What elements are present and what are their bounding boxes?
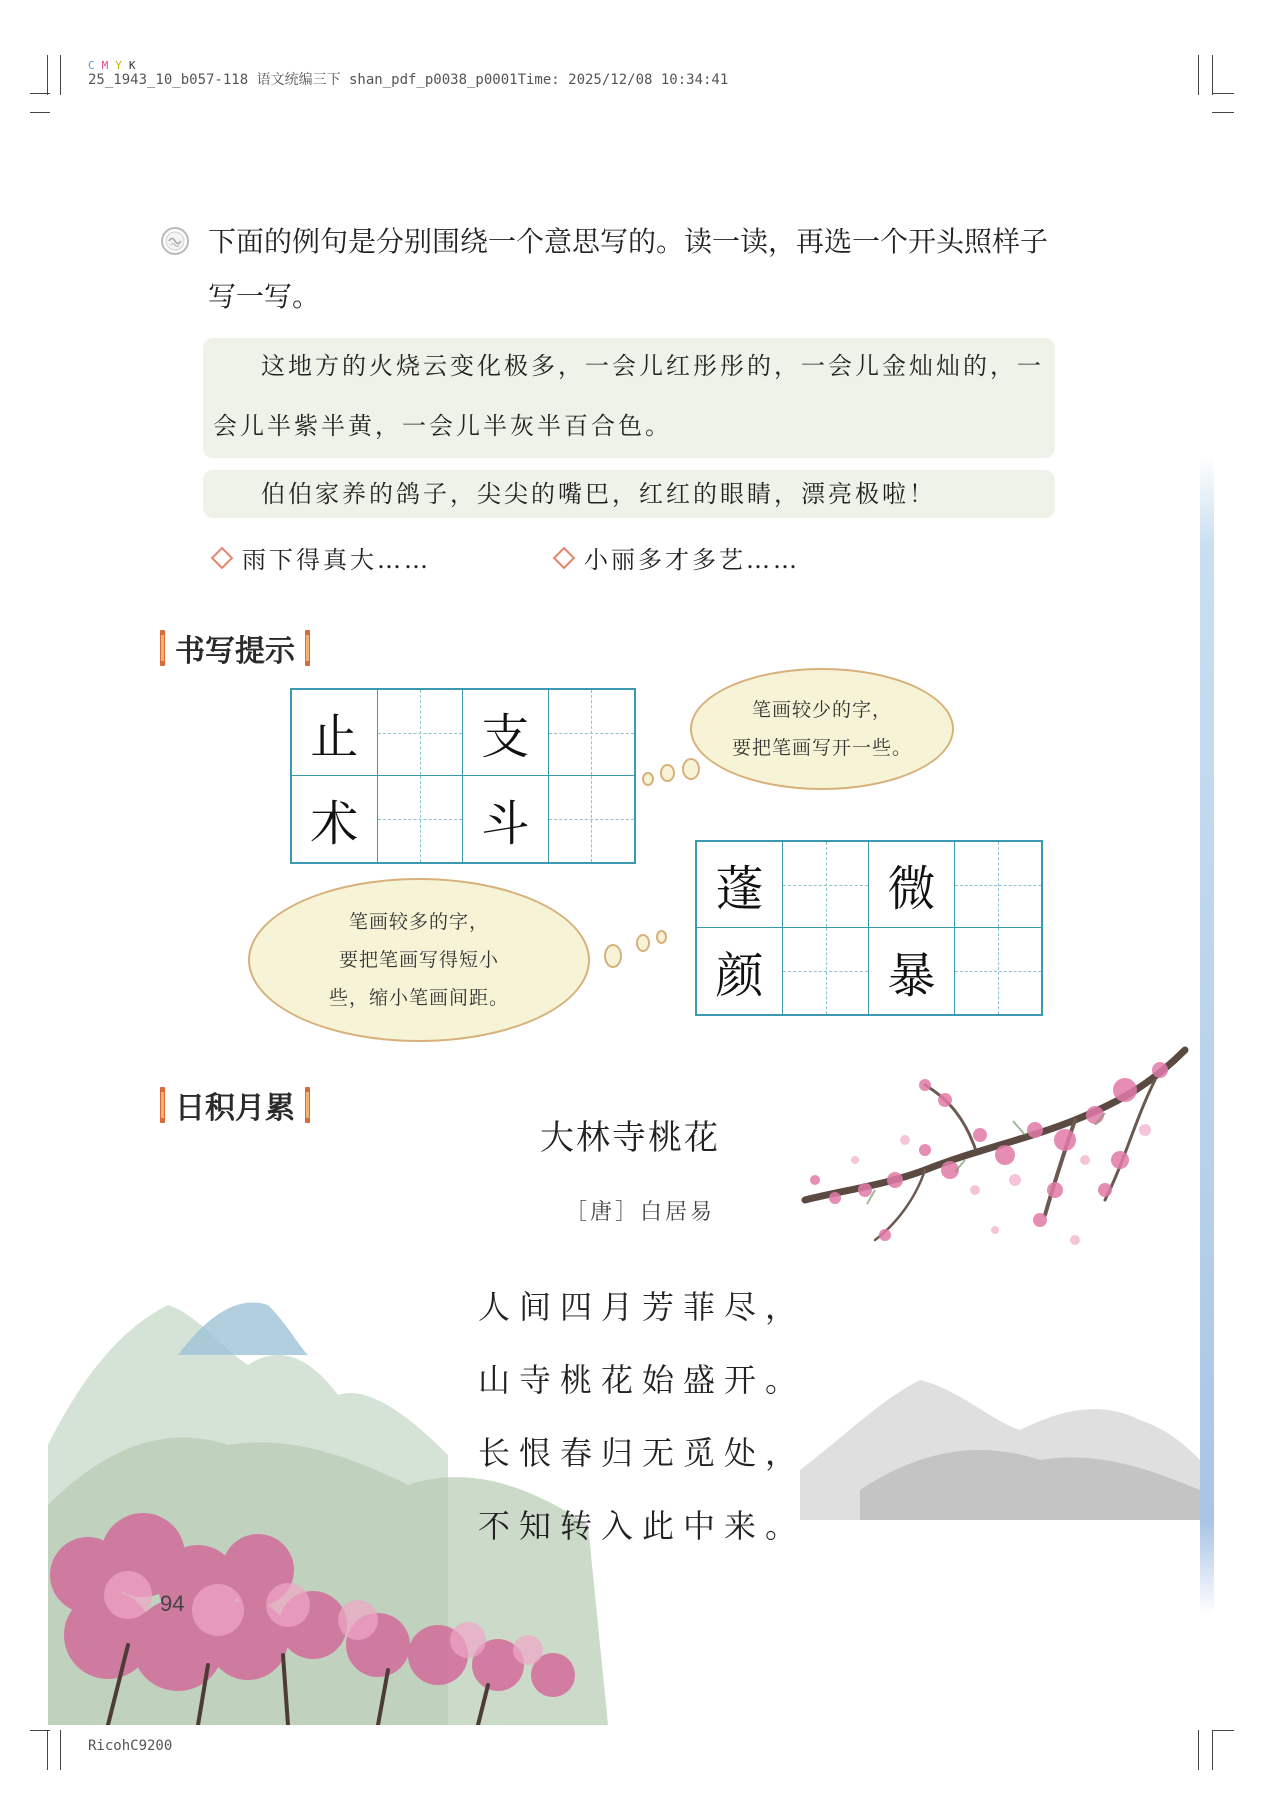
diamond-icon [211,546,234,569]
print-header-line: 25_1943_10_b057-118 语文统编三下 shan_pdf_p0038_p0001Time: 2025/12/08 10:34:41 [88,72,729,88]
example-box-2 [203,470,1055,518]
crop-mark [60,55,61,95]
crop-mark [30,93,50,94]
bubble-line: 要把笔画写得短小 [338,949,499,971]
cmyk-k: K [128,59,137,72]
cmyk-c: C [88,59,96,72]
crop-mark [1198,55,1199,95]
side-color-band [1200,455,1214,1615]
page-number: 94 [160,1591,185,1616]
crop-mark [1212,93,1234,94]
crop-mark [47,55,48,95]
prompt-text-1: 雨下得真大…… [242,546,431,574]
crop-mark [1212,112,1234,113]
poem-line-3: 长恨春归无觅处， [478,1434,807,1472]
bubble-line: 些，缩小笔画间距。 [328,987,509,1009]
grid-cell-practice [955,928,1041,1014]
grid-cell-practice [783,928,869,1014]
grid-cell-char: 斗 [463,776,549,862]
crop-mark [30,1730,50,1731]
prompt-option-1 [214,540,431,575]
bubble-dot [656,930,667,944]
example-sentence-2: 伯伯家养的鸽子，尖尖的嘴巴，红红的眼睛，漂亮极啦！ [261,480,936,508]
section-heading-accumulation [160,1083,310,1127]
grid-cell-practice [549,690,635,776]
grid-cell-char: 微 [869,842,955,928]
grid-cell-practice [783,842,869,928]
crop-mark [1212,55,1213,95]
bubble-dot [636,934,650,952]
ink-mountains-illustration [800,1320,1200,1520]
poem-line-4: 不知转入此中来。 [478,1507,807,1545]
bubble-dot [642,772,654,786]
example-box-1 [203,338,1055,458]
example-sentence-1: 这地方的火烧云变化极多，一会儿红彤彤的，一会儿金灿灿的，一会儿半紫半黄，一会儿半灰半百合色。 [213,352,1044,440]
bubble-dot [604,944,622,968]
swirl-circle-icon [160,226,190,256]
grid-cell-char: 暴 [869,928,955,1014]
heading-bar-left [160,1087,165,1123]
prompt-option-2 [556,540,800,575]
thought-bubble-complex [248,878,590,1042]
bubble-dot [660,764,675,782]
grid-cell-char: 支 [463,690,549,776]
diamond-icon [553,546,576,569]
grid-cell-char: 术 [292,776,378,862]
poem-author: ［唐］白居易 [565,1200,716,1225]
cmyk-registration [88,60,728,72]
crop-mark [1198,1730,1199,1770]
thought-bubble-simple [690,668,954,790]
crop-mark [30,112,50,113]
grid-cell-practice [378,690,464,776]
section-title-writing-tips: 书写提示 [175,634,295,669]
bubble-line: 笔画较少的字， [751,699,892,721]
grid-cell-char: 蓬 [697,842,783,928]
crop-mark [1212,1730,1234,1731]
grid-cell-practice [955,842,1041,928]
grid-cell-char: 止 [292,690,378,776]
character-grid-complex [695,840,1043,1016]
character-grid-simple [290,688,636,864]
printer-footer-mark: RicohC9200 [88,1738,173,1754]
poem-line-1: 人间四月芳菲尽， [478,1288,807,1326]
poem-title: 大林寺桃花 [540,1118,720,1158]
heading-bar-right [305,1087,310,1123]
prompt-text-2: 小丽多才多艺…… [584,546,800,574]
grid-cell-char: 颜 [697,928,783,1014]
grid-cell-practice [378,776,464,862]
cmyk-y: Y [115,59,123,72]
poem-line-2: 山寺桃花始盛开。 [478,1361,807,1399]
crop-mark [1212,1730,1213,1770]
cmyk-m: M [101,59,110,72]
peach-blossom-branch-illustration [775,1040,1195,1300]
section-title-accumulation: 日积月累 [175,1091,295,1126]
heading-bar-left [160,630,165,666]
print-header [88,60,728,88]
exercise-instruction: 下面的例句是分别围绕一个意思写的。读一读，再选一个开头照样子写一写。 [208,225,1049,313]
section-heading-writing-tips [160,626,310,670]
crop-mark [47,1730,48,1770]
crop-mark [60,1730,61,1770]
bubble-line: 要把笔画写开一些。 [731,737,912,759]
bubble-line: 笔画较多的字， [348,911,489,933]
grid-cell-practice [549,776,635,862]
bubble-dot [682,758,700,780]
heading-bar-right [305,630,310,666]
